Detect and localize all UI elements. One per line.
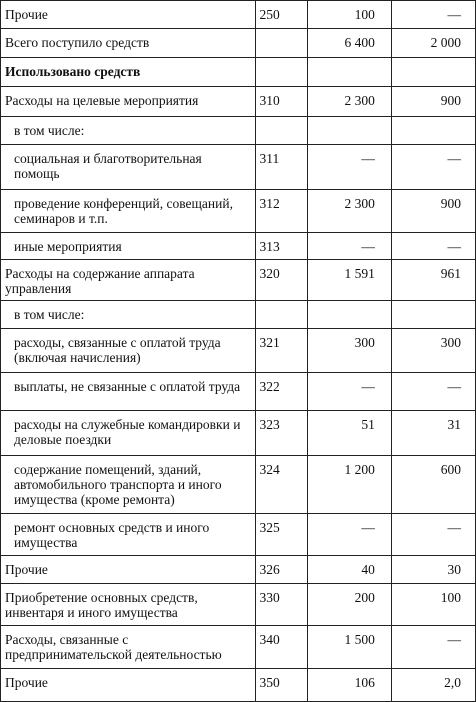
row-code — [256, 301, 307, 307]
value-cell-2 — [391, 411, 475, 456]
row-code-cell — [255, 145, 307, 190]
table-row — [1, 669, 476, 702]
row-label-cell — [1, 373, 256, 411]
row-label: Приобретение основных средств, инвентаря и иного имущества — [5, 590, 198, 620]
table-row — [1, 411, 476, 456]
value-2: — — [447, 520, 461, 535]
value-2: 2 000 — [430, 35, 461, 50]
value-cell-2 — [391, 87, 475, 117]
row-label-cell — [1, 58, 256, 87]
value-1: — — [361, 379, 375, 394]
row-code-cell — [255, 556, 307, 584]
value-1: — — [361, 239, 375, 254]
value-1 — [308, 117, 391, 123]
value-2: 900 — [440, 196, 461, 211]
row-label: Прочие — [5, 7, 48, 22]
value-2: 900 — [440, 93, 461, 108]
row-code-cell — [255, 329, 307, 373]
row-label: ремонт основных средств и иного имущества — [14, 520, 210, 550]
row-label-cell — [1, 29, 256, 58]
value-1: 300 — [354, 335, 375, 350]
row-label: Прочие — [5, 562, 48, 577]
row-code-cell — [255, 301, 307, 329]
row-label: расходы на служебные командировки и деловые поездки — [14, 417, 241, 447]
row-code — [256, 58, 307, 64]
row-code-cell — [255, 373, 307, 411]
value-2: — — [447, 632, 461, 647]
row-code: 311 — [259, 151, 280, 166]
row-code-cell — [255, 514, 307, 556]
value-1: 1 200 — [344, 462, 375, 477]
value-cell-2 — [391, 233, 475, 260]
value-cell-2 — [391, 373, 475, 411]
table-row — [1, 87, 476, 117]
table-row — [1, 233, 476, 260]
value-cell-1 — [307, 117, 391, 145]
row-label: иные мероприятия — [14, 239, 122, 254]
row-label: проведение конференций, совещаний, семинаров и т.п. — [14, 196, 233, 226]
value-2: 961 — [440, 266, 461, 281]
value-cell-1 — [307, 456, 391, 514]
value-cell-2 — [391, 669, 475, 702]
value-cell-1 — [307, 260, 391, 301]
value-cell-1 — [307, 1, 391, 29]
row-code-cell — [255, 626, 307, 669]
value-cell-1 — [307, 411, 391, 456]
value-2: — — [447, 239, 461, 254]
table-row — [1, 373, 476, 411]
value-cell-2 — [391, 117, 475, 145]
value-1: 106 — [354, 675, 375, 690]
row-code-cell — [255, 87, 307, 117]
value-cell-2 — [391, 260, 475, 301]
row-code-cell — [255, 411, 307, 456]
row-label-cell — [1, 514, 256, 556]
row-code — [256, 29, 307, 35]
row-code: 323 — [259, 417, 280, 432]
value-2 — [392, 301, 475, 307]
value-cell-2 — [391, 329, 475, 373]
value-cell-1 — [307, 145, 391, 190]
table-row — [1, 58, 476, 87]
value-cell-1 — [307, 58, 391, 87]
row-label-cell — [1, 329, 256, 373]
value-2 — [392, 58, 475, 64]
row-code-cell — [255, 190, 307, 233]
row-label-cell — [1, 626, 256, 669]
value-cell-2 — [391, 1, 475, 29]
value-2: — — [447, 7, 461, 22]
row-code: 322 — [259, 379, 280, 394]
value-1: — — [361, 151, 375, 166]
row-code-cell — [255, 669, 307, 702]
row-label: расходы, связанные с оплатой труда (включая начисления) — [14, 335, 221, 365]
row-code: 313 — [259, 239, 280, 254]
value-1: 200 — [354, 590, 375, 605]
row-code-cell — [255, 1, 307, 29]
value-1: 40 — [361, 562, 375, 577]
row-code: 330 — [259, 590, 280, 605]
row-label: в том числе: — [14, 307, 85, 322]
value-cell-2 — [391, 514, 475, 556]
value-cell-1 — [307, 669, 391, 702]
value-cell-1 — [307, 556, 391, 584]
row-label: в том числе: — [14, 123, 85, 138]
value-1: 1 500 — [344, 632, 375, 647]
value-2: 2,0 — [444, 675, 461, 690]
value-1 — [308, 301, 391, 307]
value-1: 6 400 — [344, 35, 375, 50]
row-code — [256, 117, 307, 123]
row-label-cell — [1, 411, 256, 456]
row-code: 326 — [259, 562, 280, 577]
row-label-cell — [1, 87, 256, 117]
table-row — [1, 260, 476, 301]
table-row — [1, 190, 476, 233]
value-1: 51 — [361, 417, 375, 432]
table-row — [1, 301, 476, 329]
value-2: 300 — [440, 335, 461, 350]
value-1 — [308, 58, 391, 64]
value-cell-2 — [391, 58, 475, 87]
value-cell-1 — [307, 514, 391, 556]
value-1: — — [361, 520, 375, 535]
row-label-cell — [1, 1, 256, 29]
value-cell-1 — [307, 626, 391, 669]
value-cell-1 — [307, 301, 391, 329]
row-code: 324 — [259, 462, 280, 477]
row-code-cell — [255, 117, 307, 145]
value-2: 100 — [440, 590, 461, 605]
section-heading: Использовано средств — [5, 64, 141, 79]
row-label: выплаты, не связанные с оплатой труда — [14, 379, 241, 394]
value-cell-1 — [307, 190, 391, 233]
value-2: 31 — [447, 417, 461, 432]
value-cell-1 — [307, 29, 391, 58]
table-row — [1, 29, 476, 58]
value-cell-2 — [391, 456, 475, 514]
value-2: 600 — [440, 462, 461, 477]
row-code: 312 — [259, 196, 280, 211]
row-label-cell — [1, 584, 256, 626]
value-cell-2 — [391, 190, 475, 233]
value-cell-2 — [391, 556, 475, 584]
row-label: Прочие — [5, 675, 48, 690]
row-code-cell — [255, 233, 307, 260]
row-label-cell — [1, 260, 256, 301]
table-row — [1, 626, 476, 669]
row-code: 320 — [259, 266, 280, 281]
value-cell-1 — [307, 87, 391, 117]
row-label-cell — [1, 233, 256, 260]
table-row — [1, 584, 476, 626]
row-code-cell — [255, 456, 307, 514]
value-cell-1 — [307, 373, 391, 411]
value-1: 2 300 — [344, 93, 375, 108]
row-label-cell — [1, 556, 256, 584]
row-label-cell — [1, 190, 256, 233]
table-row — [1, 145, 476, 190]
row-code-cell — [255, 584, 307, 626]
value-cell-2 — [391, 584, 475, 626]
table-body — [1, 1, 476, 702]
row-code-cell — [255, 29, 307, 58]
value-cell-1 — [307, 233, 391, 260]
row-label-cell — [1, 456, 256, 514]
value-1: 2 300 — [344, 196, 375, 211]
value-cell-2 — [391, 29, 475, 58]
value-cell-1 — [307, 584, 391, 626]
row-label: Расходы, связанные с предпринимательской деятельностью — [5, 632, 222, 662]
value-cell-2 — [391, 626, 475, 669]
table-row — [1, 514, 476, 556]
row-label-cell — [1, 145, 256, 190]
table-row — [1, 329, 476, 373]
row-code: 250 — [259, 7, 280, 22]
row-code: 350 — [259, 675, 280, 690]
row-label: Расходы на содержание аппарата управления — [5, 266, 195, 296]
row-label: содержание помещений, зданий, автомобильного транспорта и иного имущества (кроме ремонта) — [14, 462, 222, 507]
value-2: — — [447, 379, 461, 394]
table-row — [1, 1, 476, 29]
value-cell-2 — [391, 145, 475, 190]
row-code: 310 — [259, 93, 280, 108]
table-row — [1, 456, 476, 514]
row-label: социальная и благотворительная помощь — [14, 151, 202, 181]
value-2: 30 — [447, 562, 461, 577]
row-code-cell — [255, 58, 307, 87]
table-row — [1, 117, 476, 145]
row-code-cell — [255, 260, 307, 301]
row-label-cell — [1, 301, 256, 329]
row-code: 325 — [259, 520, 280, 535]
row-label-cell — [1, 117, 256, 145]
value-cell-1 — [307, 329, 391, 373]
value-cell-2 — [391, 301, 475, 329]
row-label: Расходы на целевые мероприятия — [5, 93, 199, 108]
table-row — [1, 556, 476, 584]
row-label: Всего поступило средств — [5, 35, 150, 50]
row-code: 321 — [259, 335, 280, 350]
value-1: 100 — [354, 7, 375, 22]
row-code: 340 — [259, 632, 280, 647]
value-2: — — [447, 151, 461, 166]
value-1: 1 591 — [344, 266, 375, 281]
row-label-cell — [1, 669, 256, 702]
value-2 — [392, 117, 475, 123]
